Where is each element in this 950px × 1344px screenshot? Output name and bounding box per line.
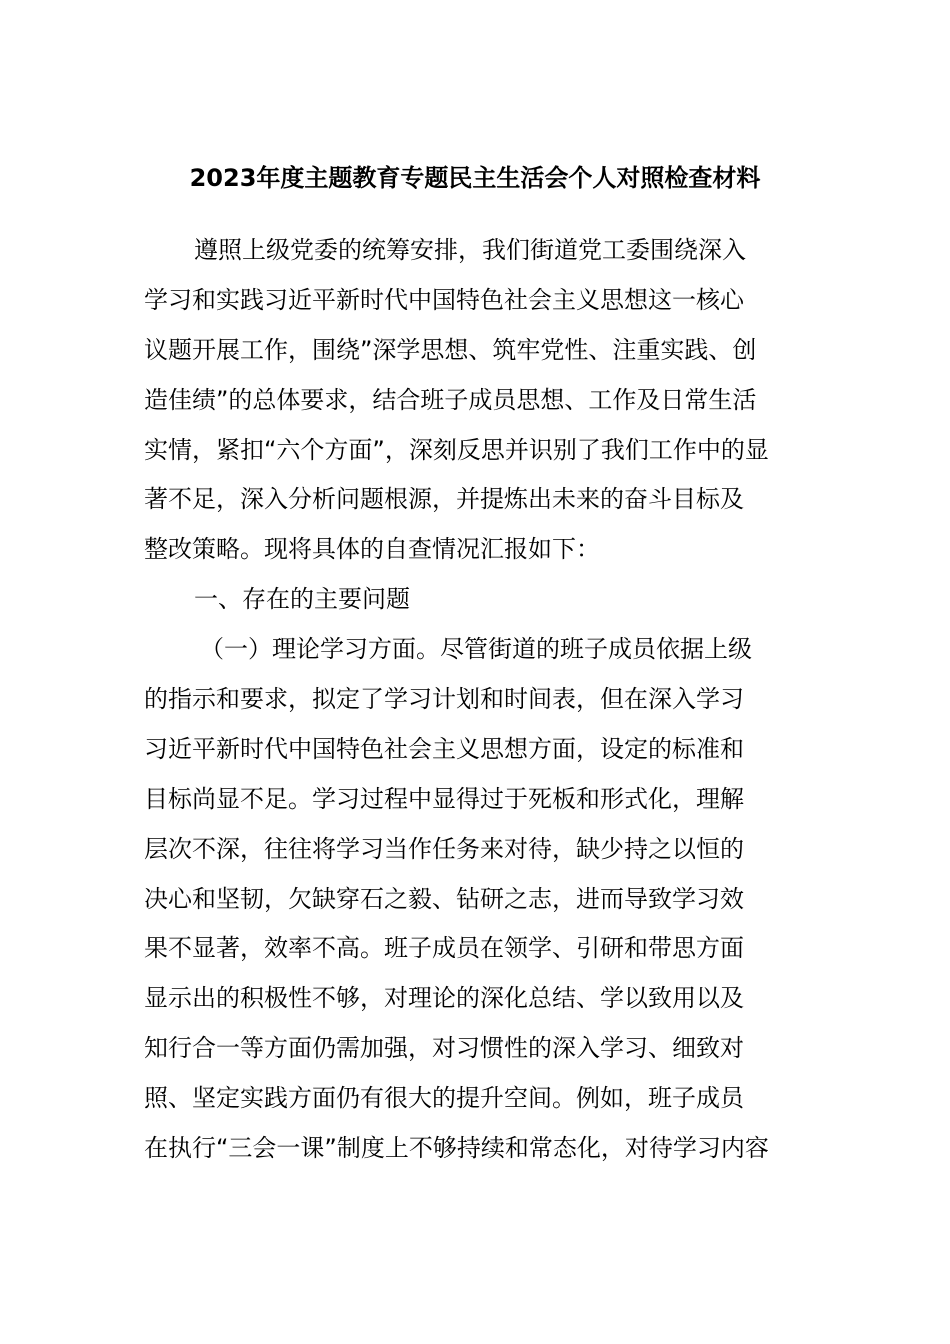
subsection-line: （一）理论学习方面。尽管街道的班子成员依据上级 — [200, 635, 752, 664]
paragraph-line: 议题开展工作，围绕”深学思想、筑牢党性、注重实践、创 — [144, 335, 757, 364]
paragraph-line: 知行合一等方面仍需加强，对习惯性的深入学习、细致对 — [144, 1034, 744, 1063]
paragraph-line: 习近平新时代中国特色社会主义思想方面，设定的标准和 — [144, 734, 744, 763]
paragraph-line: 的指示和要求，拟定了学习计划和时间表，但在深入学习 — [144, 685, 744, 714]
paragraph-line: 学习和实践习近平新时代中国特色社会主义思想这一核心 — [144, 285, 744, 314]
paragraph-line: 实情，紧扣“六个方面”，深刻反思并识别了我们工作中的显 — [144, 435, 769, 464]
paragraph-line: 遵照上级党委的统筹安排，我们街道党工委围绕深入 — [194, 236, 746, 264]
paragraph-line: 在执行“三会一课”制度上不够持续和常态化，对待学习内容 — [144, 1134, 769, 1163]
document-title: 2023年度主题教育专题民主生活会个人对照检查材料 — [189, 164, 761, 192]
paragraph-line: 层次不深，往往将学习当作任务来对待，缺少持之以恒的 — [144, 834, 744, 863]
paragraph-line: 决心和坚韧，欠缺穿石之毅、钻研之志，进而导致学习效 — [144, 884, 744, 913]
paragraph-line: 整改策略。现将具体的自查情况汇报如下： — [144, 535, 600, 564]
paragraph-line: 显示出的积极性不够，对理论的深化总结、学以致用以及 — [144, 984, 744, 1013]
paragraph-line: 造佳绩”的总体要求，结合班子成员思想、工作及日常生活 — [144, 385, 757, 414]
section-heading: 一、存在的主要问题 — [194, 585, 410, 614]
paragraph-line: 目标尚显不足。学习过程中显得过于死板和形式化，理解 — [144, 784, 744, 813]
paragraph-line: 照、坚定实践方面仍有很大的提升空间。例如，班子成员 — [144, 1084, 744, 1113]
document-body — [144, 226, 804, 1174]
paragraph-line: 著不足，深入分析问题根源，并提炼出未来的奋斗目标及 — [144, 485, 744, 514]
paragraph-line: 果不显著，效率不高。班子成员在领学、引研和带思方面 — [144, 934, 744, 963]
